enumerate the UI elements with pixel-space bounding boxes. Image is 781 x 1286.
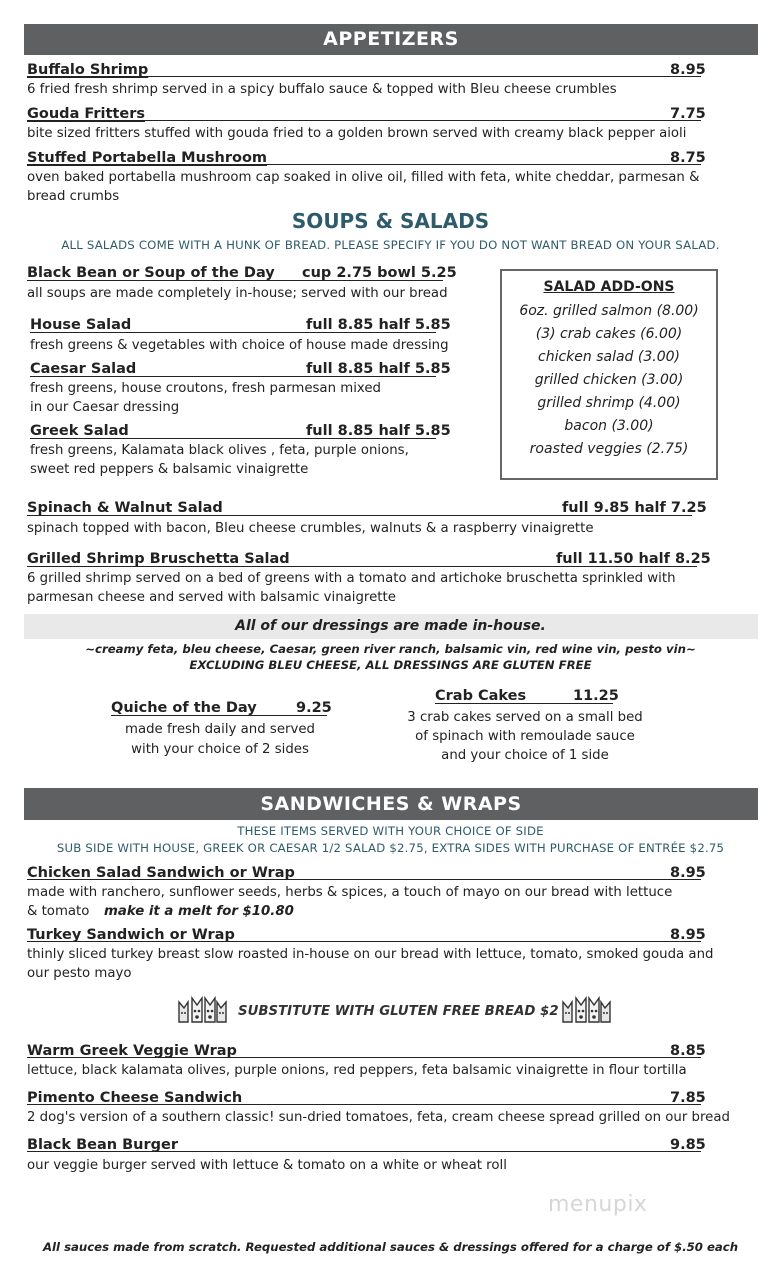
addon-item: grilled chicken (3.00)	[534, 372, 684, 388]
dressings-list: ~creamy feta, bleu cheese, Caesar, green river ranch, balsamic vin, red wine vin, pesto vin~	[85, 642, 696, 656]
item-name: Greek Salad	[30, 423, 129, 439]
item-desc: our pesto mayo	[27, 966, 132, 981]
item-desc: fresh greens, Kalamata black olives , feta, purple onions,	[30, 443, 409, 458]
addon-item: chicken salad (3.00)	[538, 349, 680, 365]
item-desc: of spinach with remoulade sauce	[415, 729, 635, 744]
item-name: Turkey Sandwich or Wrap	[27, 927, 235, 943]
item-desc: thinly sliced turkey breast slow roasted in-house on our bread with lettuce, tomato, smoked gouda and	[27, 947, 714, 962]
gluten-free-note: SUBSTITUTE WITH GLUTEN FREE BREAD $2	[238, 1004, 559, 1019]
item-price: 9.85	[670, 1137, 706, 1153]
item-price: 8.95	[670, 865, 706, 881]
dog-logo-icon	[560, 994, 612, 1030]
item-name: Chicken Salad Sandwich or Wrap	[27, 865, 295, 881]
sandwiches-note: THESE ITEMS SERVED WITH YOUR CHOICE OF SIDE	[237, 824, 544, 838]
item-desc: bread crumbs	[27, 189, 120, 204]
item-desc: lettuce, black kalamata olives, purple onions, red peppers, feta balsamic vinaigrette in flour tortilla	[27, 1063, 687, 1078]
sandwiches-title: SANDWICHES & WRAPS	[260, 793, 522, 815]
sandwiches-note: SUB SIDE WITH HOUSE, GREEK OR CAESAR 1/2 SALAD $2.75, EXTRA SIDES WITH PURCHASE OF ENTRÉE $2.75	[56, 841, 725, 855]
salad-addons-box	[500, 269, 718, 480]
melt-note: make it a melt for $10.80	[104, 904, 294, 919]
item-desc: in our Caesar dressing	[30, 400, 180, 415]
item-name: Grilled Shrimp Bruschetta Salad	[27, 551, 290, 567]
item-desc: bite sized fritters stuffed with gouda fried to a golden brown served with creamy black pepper aioli	[27, 126, 687, 141]
item-price: 11.25	[573, 688, 619, 704]
soups-title: SOUPS & SALADS	[291, 209, 490, 233]
item-price: 8.95	[670, 62, 706, 78]
item-desc: fresh greens & vegetables with choice of house made dressing	[30, 338, 449, 353]
item-desc: all soups are made completely in-house; served with our bread	[27, 286, 448, 301]
item-price: full 9.85 half 7.25	[562, 500, 707, 516]
footer-note: All sauces made from scratch. Requested additional sauces & dressings offered for a charge of $.50 each	[42, 1240, 739, 1254]
item-price: full 8.85 half 5.85	[306, 317, 451, 333]
item-name: Buffalo Shrimp	[27, 62, 149, 78]
item-desc: and your choice of 1 side	[441, 748, 609, 763]
item-price: full 8.85 half 5.85	[306, 361, 451, 377]
item-desc: made with ranchero, sunflower seeds, herbs & spices, a touch of mayo on our bread with lettuce	[27, 885, 673, 900]
item-desc: our veggie burger served with lettuce & tomato on a white or wheat roll	[27, 1158, 507, 1173]
item-name: Stuffed Portabella Mushroom	[27, 150, 268, 166]
addon-item: roasted veggies (2.75)	[529, 441, 689, 457]
item-desc: spinach topped with bacon, Bleu cheese crumbles, walnuts & a raspberry vinaigrette	[27, 521, 594, 536]
item-name: Black Bean or Soup of the Day	[27, 265, 275, 281]
item-desc: made fresh daily and served	[125, 722, 315, 737]
addon-item: 6oz. grilled salmon (8.00)	[519, 303, 699, 319]
item-name: Quiche of the Day	[111, 700, 257, 716]
item-name: Warm Greek Veggie Wrap	[27, 1043, 237, 1059]
soups-note: ALL SALADS COME WITH A HUNK OF BREAD. PLEASE SPECIFY IF YOU DO NOT WANT BREAD ON YOUR SALAD.	[61, 238, 720, 252]
item-price: 7.85	[670, 1090, 706, 1106]
sandwiches-banner	[24, 788, 758, 820]
appetizers-title: APPETIZERS	[323, 28, 459, 50]
item-name: House Salad	[30, 317, 132, 333]
dressings-gluten-note: EXCLUDING BLEU CHEESE, ALL DRESSINGS ARE GLUTEN FREE	[189, 658, 592, 672]
item-desc: sweet red peppers & balsamic vinaigrette	[30, 462, 309, 477]
item-desc: parmesan cheese and served with balsamic vinaigrette	[27, 590, 396, 605]
item-desc: with your choice of 2 sides	[131, 742, 309, 757]
appetizers-banner	[24, 24, 758, 55]
item-desc: 3 crab cakes served on a small bed	[407, 710, 643, 725]
item-name: Spinach & Walnut Salad	[27, 500, 223, 516]
item-price: full 8.85 half 5.85	[306, 423, 451, 439]
item-desc: oven baked portabella mushroom cap soaked in olive oil, filled with feta, white cheddar, parmesan &	[27, 170, 700, 185]
item-desc: 6 grilled shrimp served on a bed of greens with a tomato and artichoke bruschetta sprinkled with	[27, 571, 676, 586]
item-price: 8.85	[670, 1043, 706, 1059]
item-price: 7.75	[670, 106, 706, 122]
item-desc: 6 fried fresh shrimp served in a spicy buffalo sauce & topped with Bleu cheese crumbles	[27, 82, 617, 97]
addon-item: (3) crab cakes (6.00)	[535, 326, 683, 342]
item-price: 8.95	[670, 927, 706, 943]
item-name: Pimento Cheese Sandwich	[27, 1090, 243, 1106]
item-desc: 2 dog's version of a southern classic! sun-dried tomatoes, feta, cream cheese spread grilled on our bread	[27, 1110, 730, 1125]
item-name: Black Bean Burger	[27, 1137, 179, 1153]
dog-logo-icon	[176, 994, 228, 1030]
item-price: full 11.50 half 8.25	[556, 551, 711, 567]
item-desc: fresh greens, house croutons, fresh parmesan mixed	[30, 381, 381, 396]
addons-title: SALAD ADD-ONS	[543, 279, 675, 295]
watermark: menupix	[548, 1192, 648, 1217]
dressings-headline: All of our dressings are made in-house.	[235, 618, 546, 634]
item-desc: & tomato	[27, 904, 90, 919]
item-name: Gouda Fritters	[27, 106, 145, 122]
item-name: Caesar Salad	[30, 361, 137, 377]
addon-item: bacon (3.00)	[564, 418, 654, 434]
item-name: Crab Cakes	[435, 688, 527, 704]
item-price: 8.75	[670, 150, 706, 166]
item-price: 9.25	[296, 700, 332, 716]
item-price: cup 2.75 bowl 5.25	[302, 265, 457, 281]
addon-item: grilled shrimp (4.00)	[537, 395, 681, 411]
